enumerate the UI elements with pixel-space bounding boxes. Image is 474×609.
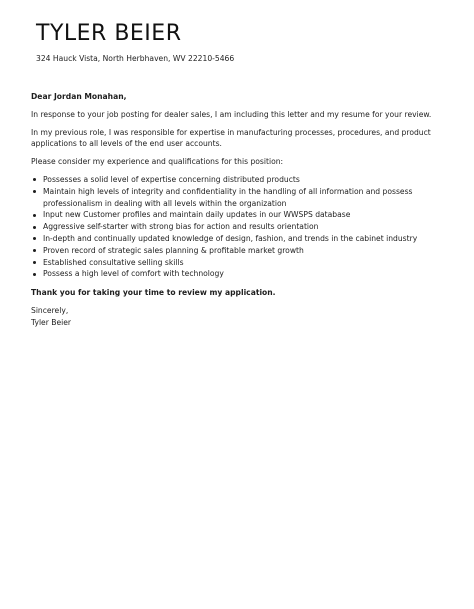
list-item: Aggressive self-starter with strong bias for action and results orientation: [31, 221, 443, 233]
applicant-name: TYLER BEIER: [36, 21, 182, 46]
closing-line: Thank you for taking your time to review my application.: [31, 288, 276, 298]
list-item: Proven record of strategic sales planning & profitable market growth: [31, 245, 443, 257]
qualifications-list: [31, 174, 443, 280]
letter-body: [31, 91, 443, 329]
salutation: Dear Jordan Monahan,: [31, 92, 127, 101]
signoff: Sincerely,: [31, 305, 69, 315]
qualifications-intro: Please consider my experience and qualifications for this position:: [31, 157, 284, 167]
list-item: Possess a high level of comfort with technology: [31, 268, 443, 280]
list-item: Maintain high levels of integrity and confidentiality in the handling of all information and possess professionalism in dealing with all levels within the organization: [31, 186, 443, 210]
intro-paragraph: In response to your job posting for dealer sales, I am including this letter and my resume for your review.: [31, 109, 432, 119]
signature-name: Tyler Beier: [31, 317, 72, 327]
applicant-address: 324 Hauck Vista, North Herbhaven, WV 22210-5466: [36, 54, 235, 63]
experience-paragraph: In my previous role, I was responsible for expertise in manufacturing processes, procedures, and product applications to all levels of the end user accounts.: [31, 127, 431, 149]
list-item: Input new Customer profiles and maintain daily updates in our WWSPS database: [31, 209, 443, 221]
list-item: In-depth and continually updated knowledge of design, fashion, and trends in the cabinet industry: [31, 233, 443, 245]
list-item: Established consultative selling skills: [31, 257, 443, 269]
list-item: Possesses a solid level of expertise concerning distributed products: [31, 174, 443, 186]
